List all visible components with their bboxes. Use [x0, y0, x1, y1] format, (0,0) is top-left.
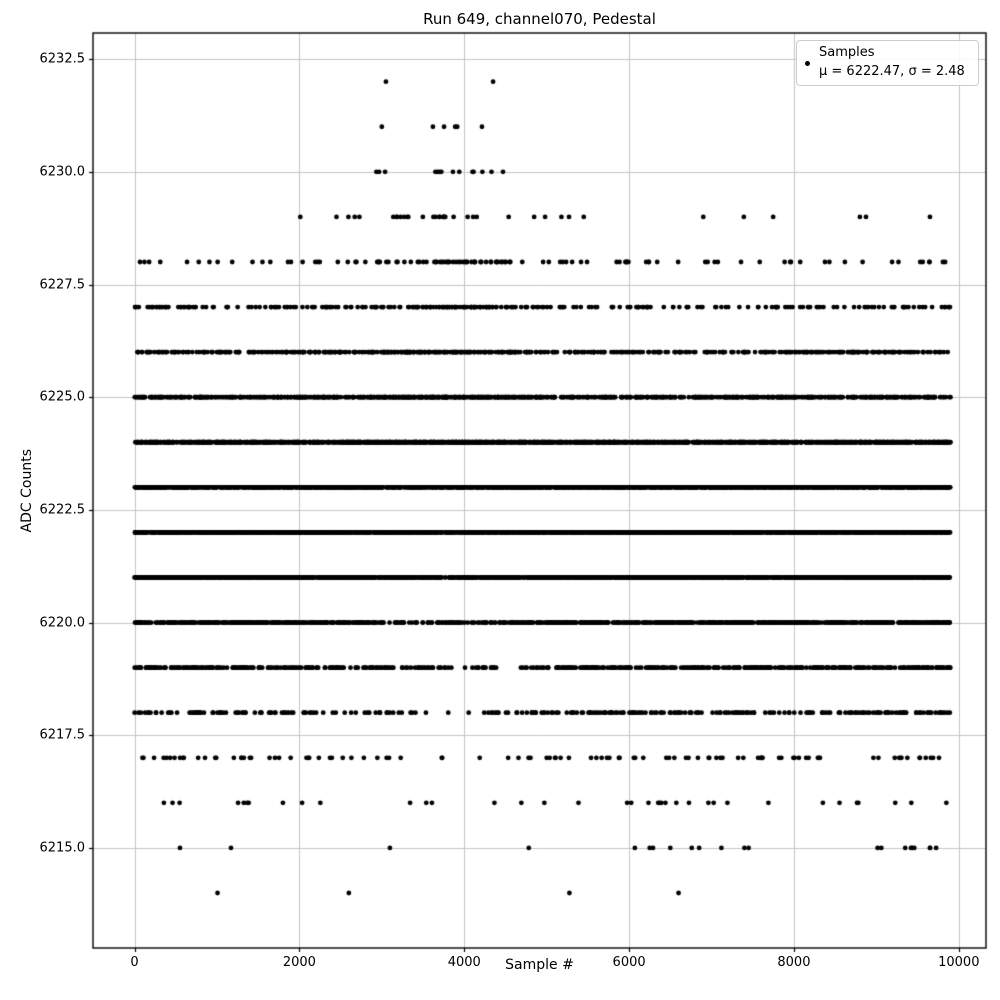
y-tick-label: 6217.5 — [39, 727, 85, 743]
y-tick-label: 6232.5 — [39, 51, 85, 67]
x-tick-label: 2000 — [282, 955, 316, 970]
x-tick-label: 4000 — [447, 955, 481, 970]
legend-label-samples: Samples — [819, 45, 875, 61]
y-tick-label: 6230.0 — [39, 164, 85, 180]
legend — [796, 40, 979, 86]
y-tick-label: 6227.5 — [39, 277, 85, 292]
x-axis-label: Sample # — [505, 957, 574, 973]
legend-label-stats: μ = 6222.47, σ = 2.48 — [819, 64, 965, 79]
x-tick-label: 8000 — [777, 955, 811, 970]
x-tick-label: 0 — [130, 955, 139, 970]
y-tick-label: 6220.0 — [39, 615, 85, 631]
legend-sample-dot-icon — [805, 61, 810, 66]
y-tick-label: 6222.5 — [39, 502, 85, 518]
y-axis-label: ADC Counts — [19, 448, 35, 533]
x-tick-label: 6000 — [612, 955, 646, 970]
chart-title: Run 649, channel070, Pedestal — [423, 10, 656, 28]
y-tick-label: 6215.0 — [39, 840, 85, 856]
x-tick-label: 10000 — [938, 955, 980, 970]
y-tick-label: 6225.0 — [39, 389, 85, 405]
